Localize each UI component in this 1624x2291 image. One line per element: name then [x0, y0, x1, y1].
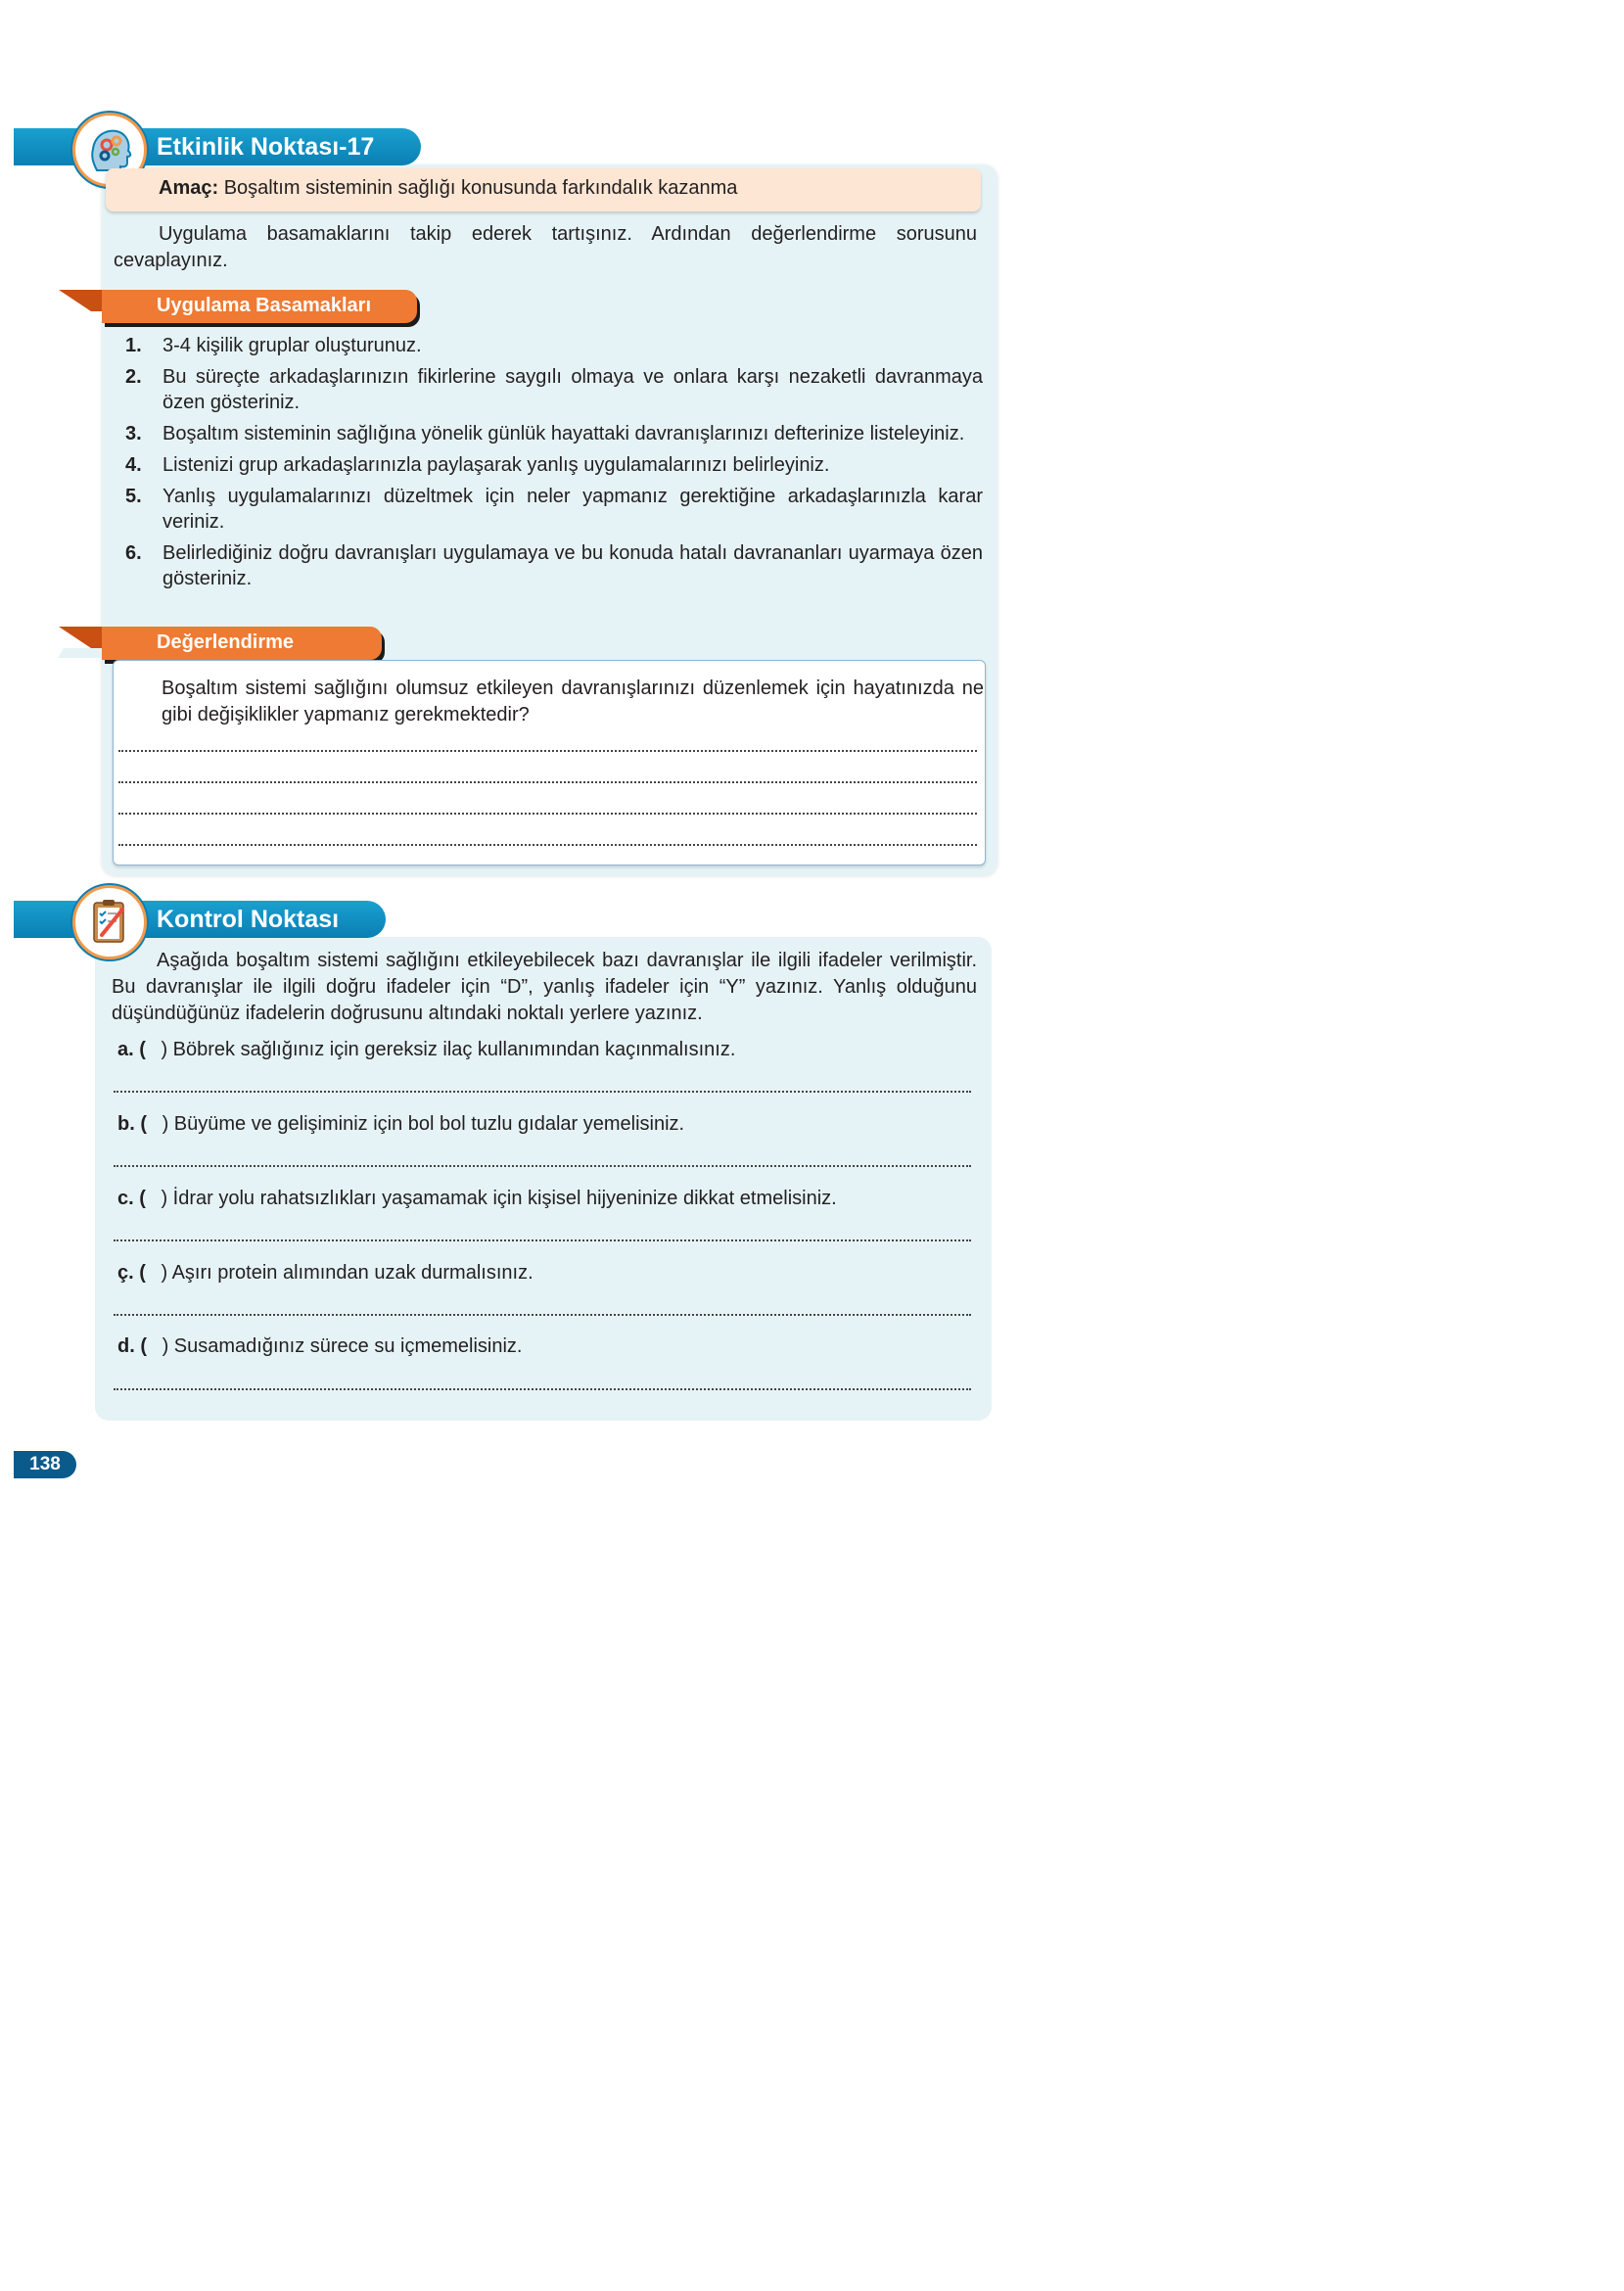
answer-line[interactable]	[118, 813, 977, 815]
answer-line[interactable]	[114, 1091, 971, 1093]
aim-text: Boşaltım sisteminin sağlığı konusunda farkındalık kazanma	[223, 177, 738, 199]
page-number: 138	[14, 1451, 76, 1478]
list-item: 2. Bu süreçte arkadaşlarınızın fikirlerine saygılı olmaya ve onlara karşı nezaketli davranmaya özen gösteriniz.	[125, 366, 983, 413]
list-item: 4. Listenizi grup arkadaşlarınızla paylaşarak yanlış uygulamalarınızı belirleyiniz.	[125, 454, 830, 476]
evaluation-heading	[102, 627, 382, 660]
activity-title: Etkinlik Noktası-17	[157, 133, 375, 161]
list-item: c. ( ) İdrar yolu rahatsızlıkları yaşamamak için kişisel hijyeninize dikkat etmelisiniz.	[117, 1188, 837, 1209]
control-title: Kontrol Noktası	[157, 906, 340, 933]
activity-intro: Uygulama basamaklarını takip ederek tartışınız. Ardından değerlendirme sorusunu cevaplayınız.	[114, 223, 977, 271]
answer-line[interactable]	[114, 1239, 971, 1241]
evaluation-heading-label: Değerlendirme	[157, 631, 295, 653]
control-title-bar	[14, 901, 386, 938]
list-item: 3. Boşaltım sisteminin sağlığına yönelik günlük hayattaki davranışlarınızı defterinize listeleyiniz.	[125, 423, 965, 444]
list-item: 5. Yanlış uygulamalarınızı düzeltmek için neler yapmanız gerektiğine arkadaşlarınızla karar veriniz.	[125, 486, 983, 533]
list-item: a. ( ) Böbrek sağlığınız için gereksiz ilaç kullanımından kaçınmalısınız.	[117, 1039, 736, 1060]
answer-line[interactable]	[118, 781, 977, 783]
evaluation-question: Boşaltım sistemi sağlığını olumsuz etkileyen davranışlarınızı düzenlemek için hayatınızda ne gibi değişiklikler yapmanız gerekmektedir?	[162, 678, 984, 725]
answer-line[interactable]	[118, 844, 977, 846]
list-item: 6. Belirlediğiniz doğru davranışları uygulamaya ve bu konuda hatalı davrananları uyarmaya özen gösteriniz.	[125, 542, 983, 589]
answer-line[interactable]	[118, 750, 977, 752]
answer-line[interactable]	[114, 1165, 971, 1167]
steps-list	[125, 333, 983, 597]
list-item: d. ( ) Susamadığınız sürece su içmemelisiniz.	[117, 1335, 523, 1357]
steps-heading	[102, 290, 417, 323]
answer-line[interactable]	[114, 1314, 971, 1316]
answer-line[interactable]	[114, 1388, 971, 1390]
aim-line	[159, 177, 737, 200]
control-intro: Aşağıda boşaltım sistemi sağlığını etkileyebilecek bazı davranışlar ile ilgili ifadeler verilmiştir. Bu davranışlar ile ilgili doğru ifadeler için “D”, yanlış ifadeler için “Y” yazınız. Yanlış olduğunu düşündüğünüz ifadelerin doğrusunu altındaki noktalı yerlere yazınız.	[112, 950, 977, 1024]
list-item: 1. 3-4 kişilik gruplar oluşturunuz.	[125, 335, 422, 356]
list-item: ç. ( ) Aşırı protein alımından uzak durmalısınız.	[117, 1262, 534, 1284]
list-item: b. ( ) Büyüme ve gelişiminiz için bol bol tuzlu gıdalar yemelisiniz.	[117, 1113, 685, 1135]
steps-heading-label: Uygulama Basamakları	[157, 295, 372, 316]
aim-label: Amaç:	[159, 177, 219, 199]
